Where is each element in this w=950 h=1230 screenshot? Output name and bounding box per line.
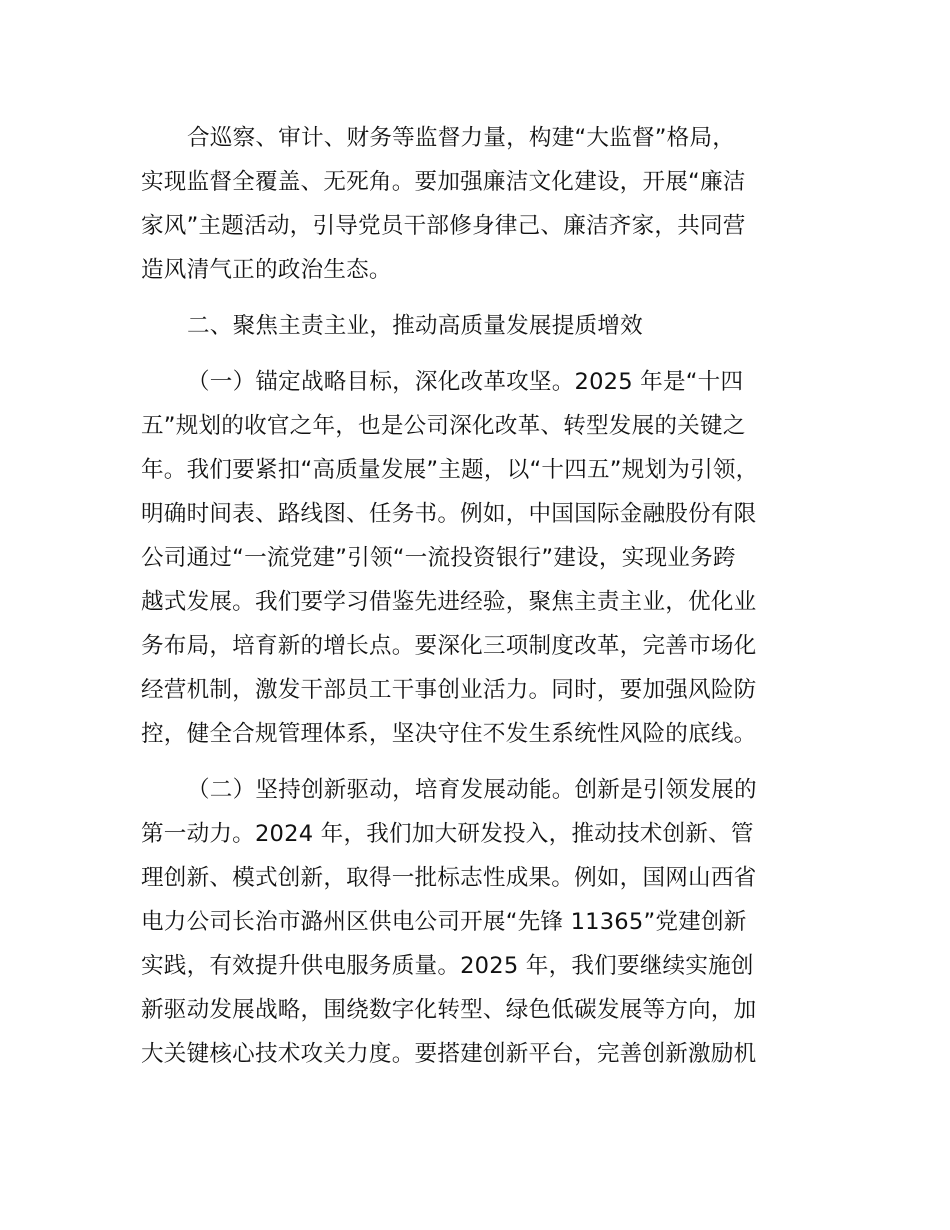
text-line: 实现监督全覆盖、无死角。要加强廉洁文化建设，开展“廉洁 (141, 169, 746, 195)
heading-text: 二、聚焦主责主业，推动高质量发展提质增效 (187, 313, 643, 339)
text-line: 越式发展。我们要学习借鉴先进经验，聚焦主责主业，优化业 (141, 589, 757, 615)
text-line: 实践，有效提升供电服务质量。2025 年，我们要继续实施创 (141, 953, 754, 979)
text-line: 控，健全合规管理体系，坚决守住不发生系统性风险的底线。 (141, 721, 757, 747)
text-line: 理创新、模式创新，取得一批标志性成果。例如，国网山西省 (141, 865, 757, 891)
text-line: 年。我们要紧扣“高质量发展”主题，以“十四五”规划为引领， (141, 457, 759, 483)
text-line: 合巡察、审计、财务等监督力量，构建“大监督”格局， (187, 125, 736, 151)
text-line: 公司通过“一流党建”引领“一流投资银行”建设，实现业务跨 (141, 545, 736, 571)
document-page (141, 116, 813, 1076)
text-line: 五”规划的收官之年，也是公司深化改革、转型发展的关键之 (141, 413, 746, 439)
paragraph-supervision (141, 116, 813, 292)
text-line: 新驱动发展战略，围绕数字化转型、绿色低碳发展等方向，加 (141, 997, 757, 1023)
text-line: 大关键核心技术攻关力度。要搭建创新平台，完善创新激励机 (141, 1041, 757, 1067)
paragraph-gap (141, 756, 813, 768)
text-line: 造风清气正的政治生态。 (141, 257, 392, 283)
text-line: 家风”主题活动，引导党员干部修身律己、廉洁齐家，共同营 (141, 213, 746, 239)
paragraph-innovation (141, 768, 813, 1076)
text-line: （二）坚持创新驱动，培育发展动能。创新是引领发展的 (187, 777, 757, 803)
section-heading-two (141, 304, 813, 348)
text-line: 经营机制，激发干部员工干事创业活力。同时，要加强风险防 (141, 677, 757, 703)
paragraph-gap (141, 292, 813, 304)
paragraph-strategy (141, 360, 813, 756)
text-line: 明确时间表、路线图、任务书。例如，中国国际金融股份有限 (141, 501, 757, 527)
paragraph-gap (141, 348, 813, 360)
text-line: （一）锚定战略目标，深化改革攻坚。2025 年是“十四 (187, 369, 744, 395)
text-line: 电力公司长治市潞州区供电公司开展“先锋 11365”党建创新 (141, 909, 747, 935)
text-line: 务布局，培育新的增长点。要深化三项制度改革，完善市场化 (141, 633, 757, 659)
text-line: 第一动力。2024 年，我们加大研发投入，推动技术创新、管 (141, 821, 754, 847)
